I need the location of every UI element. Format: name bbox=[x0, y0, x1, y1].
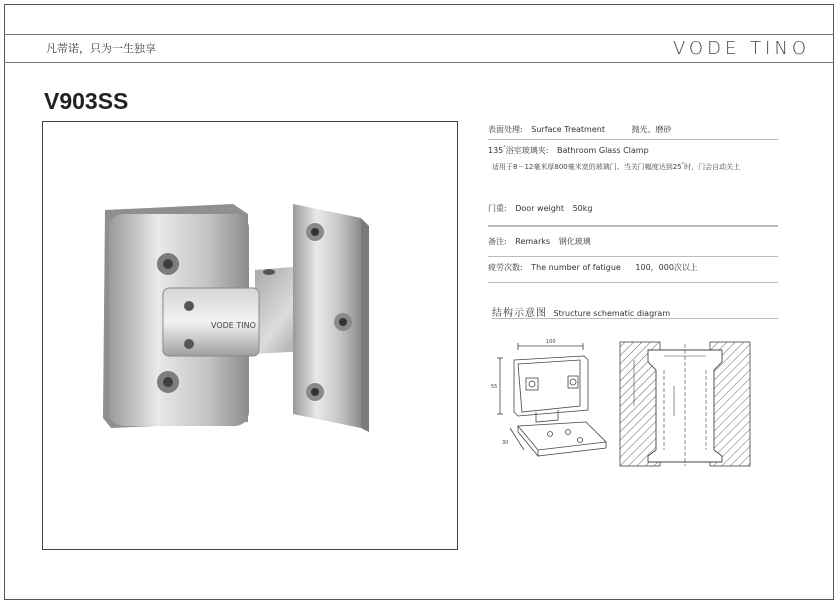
structure-title-cn: 结构示意图 bbox=[492, 308, 547, 319]
clamp-angle: 135 bbox=[488, 146, 504, 155]
product-photo bbox=[42, 121, 458, 550]
schematic-drawings bbox=[488, 326, 758, 476]
hinge-engraving: VODE TINO bbox=[211, 321, 256, 330]
hinge-illustration bbox=[43, 122, 459, 551]
clamp-angle-degree: ° bbox=[503, 145, 506, 151]
iso-drawing bbox=[491, 339, 606, 456]
fatigue-label: 疲劳次数: bbox=[488, 263, 523, 272]
spec-remarks bbox=[488, 236, 778, 257]
dim-width: 100 bbox=[546, 339, 556, 345]
structure-title-en: Structure schematic diagram bbox=[553, 309, 671, 318]
fatigue-en: The number of fatigue bbox=[531, 263, 621, 272]
remarks-value: 钢化玻璃 bbox=[558, 237, 591, 246]
header-top-rule bbox=[4, 34, 834, 35]
spec-surface-treatment bbox=[488, 124, 778, 140]
slogan: 凡蒂诺，只为一生独享 bbox=[46, 42, 156, 55]
weight-value: 50kg bbox=[572, 204, 593, 213]
fatigue-value: 100，000次以上 bbox=[635, 263, 698, 272]
surface-label: 表面处理: bbox=[488, 125, 523, 134]
product-model: V903SS bbox=[44, 88, 129, 114]
structure-diagrams bbox=[488, 326, 758, 480]
structure-heading bbox=[492, 304, 778, 319]
dim-small: 30 bbox=[502, 440, 509, 446]
clamp-cn: 浴室玻璃夹: bbox=[505, 146, 549, 155]
section-drawing bbox=[620, 342, 750, 466]
header-bottom-rule bbox=[4, 62, 834, 63]
surface-value: 抛光、磨砂 bbox=[631, 125, 672, 134]
spec-divider bbox=[488, 226, 778, 227]
dim-height: 55 bbox=[491, 384, 498, 390]
remarks-en: Remarks bbox=[515, 237, 551, 246]
spec-door-weight bbox=[488, 203, 778, 226]
weight-label: 门重: bbox=[488, 204, 507, 213]
weight-en: Door weight bbox=[515, 204, 565, 213]
surface-en: Surface Treatment bbox=[531, 125, 605, 134]
clamp-en: Bathroom Glass Clamp bbox=[557, 146, 649, 155]
remarks-label: 备注: bbox=[488, 237, 507, 246]
spec-fatigue bbox=[488, 262, 778, 283]
clamp-description: 适用于8－12毫米厚800毫米宽的玻璃门。当关门幅度达到25°时，门会自动关上 bbox=[492, 162, 741, 171]
brand-logo: VODE TINO bbox=[672, 38, 810, 59]
